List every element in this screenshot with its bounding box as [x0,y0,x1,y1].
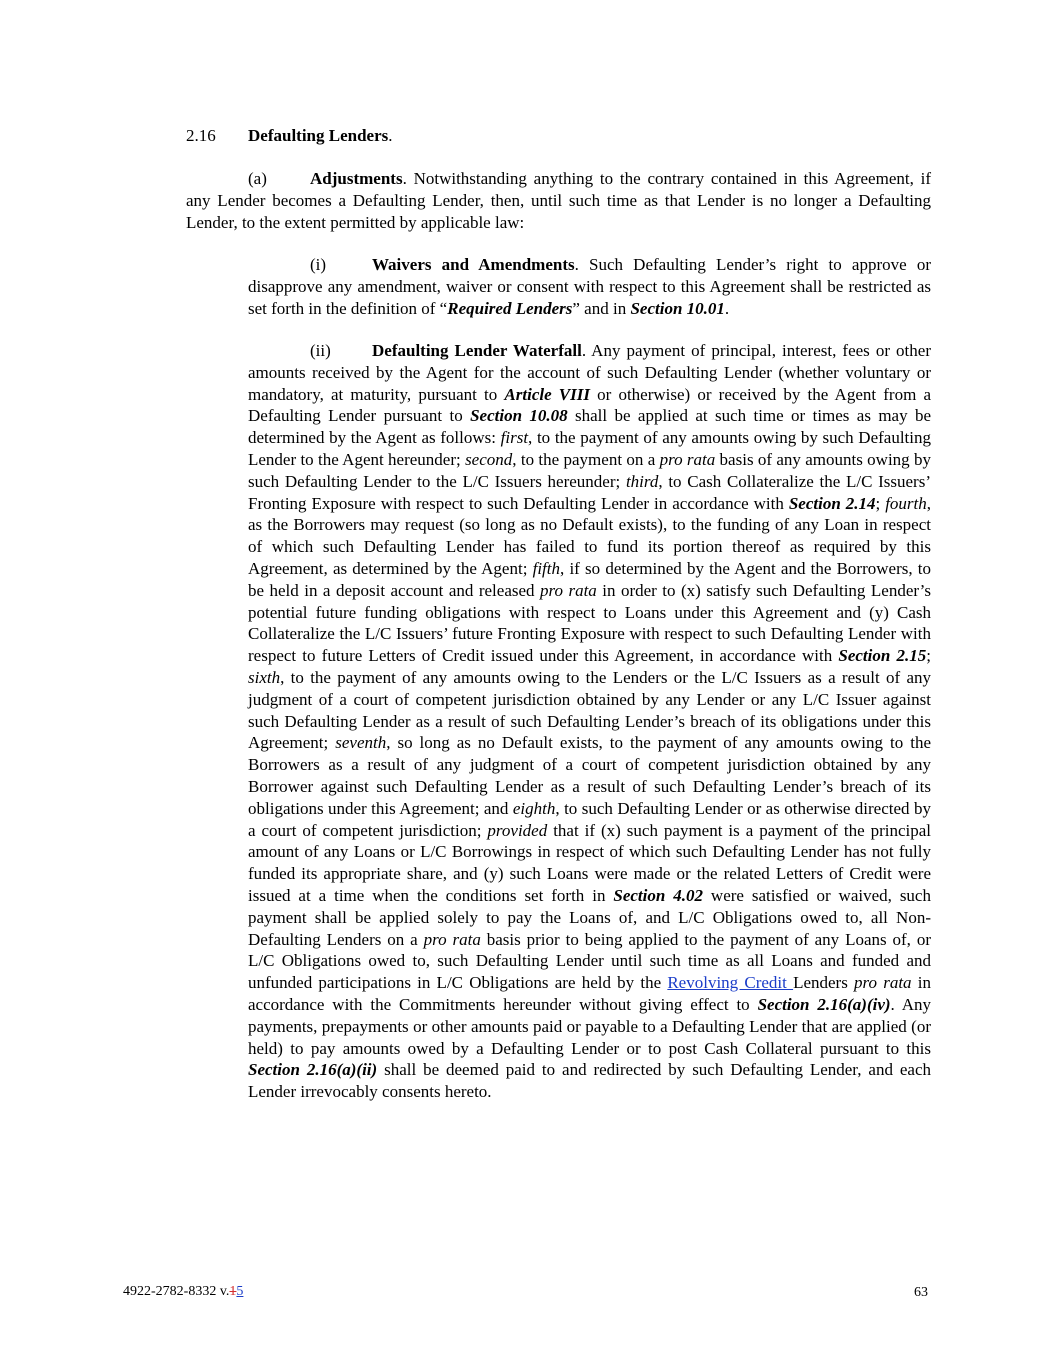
page-number: 63 [914,1285,928,1300]
paragraph-heading: Adjustments [310,169,403,188]
section-number: 2.16 [186,126,216,145]
paragraph-ii: (ii) Defaulting Lender Waterfall. Any payment of principal, interest, fees or other amounts received by the Agent for the account of such Defaulting Lender (whether voluntary or mandatory, at maturity, pursuant to Article VIII or otherwise) or received by the Agent from a Defaulting Lender pursuant to Section 10.08 shall be applied at such time or times as may be determined by the Agent as follows: first, to the payment of any amounts owing by such Defaulting Lender to the Agent hereunder; second, to the payment on a pro rata basis of any amounts owing by such Defaulting Lender to the L/C Issuers hereunder; third, to Cash Collateralize the L/C Issuers’ Fronting Exposure with respect to such Defaulting Lender in accordance with Section 2.14; fourth, as the Borrowers may request (so long as no Default exists), to the funding of any Loan in respect of which such Defaulting Lender has failed to fund its portion thereof as required by this Agreement, as determined by the Agent; fifth, if so determined by the Agent and the Borrowers, to be held in a deposit account and released pro rata in order to (x) satisfy such Defaulting Lender’s potential future funding obligations with respect to Loans under this Agreement and (y) Cash Collateralize the L/C Issuers’ future Fronting Exposure with respect to such Defaulting Lender with respect to future Letters of Credit issued under this Agreement, in accordance with Section 2.15; sixth, to the payment of any amounts owing to the Lenders or the L/C Issuers as a result of any judgment of a court of competent jurisdiction obtained by any Lender or any L/C Issuer against such Defaulting Lender as a result of such Defaulting Lender’s breach of its obligations under this Agreement; seventh, so long as no Default exists, to the payment of any amounts owing to the Borrowers as a result of any judgment of a court of competent jurisdiction obtained by any Borrower against such Defaulting Lender as a result of such Defaulting Lender’s breach of its obligations under this Agreement; and eighth, to such Defaulting Lender or as otherwise directed by a court of competent jurisdiction; provided that if (x) such payment is a payment of the principal amount of any Loans or L/C Borrowings in respect of which such Defaulting Lender has not fully funded its appropriate share, and (y) such Loans were made or the related Letters of Credit were issued at a time when the conditions set forth in Section 4.02 were satisfied or waived, such payment shall be applied solely to pay the Loans of, and L/C Obligations owed to, all Non-Defaulting Lenders on a pro rata basis prior to being applied to the payment of any Loans of, or L/C Obligations owed to, such Defaulting Lender until such time as all Loans and funded and unfunded participations in L/C Obligations are held by the Revolving Credit Lenders pro rata in accordance with the Commitments hereunder without giving effect to Section 2.16(a)(iv). Any payments, prepayments or other amounts paid or payable to a Defaulting Lender that are applied (or held) to pay amounts owed by a Defaulting Lender or to post Cash Collateral pursuant to this Section 2.16(a)(ii) shall be deemed paid to and redirected by such Defaulting Lender, and each Lender irrevocably consents hereto. [248,341,932,1102]
defined-term-ref: Required Lenders [447,298,573,318]
section-title: Defaulting Lenders [248,126,389,145]
section-ref: Article VIII [504,384,590,404]
paragraph-label: (ii) [310,341,331,360]
deleted-version: 1 [229,1284,237,1299]
section-ref: Section 2.16(a)(iv) [757,994,891,1014]
section-ref: Section 2.15 [838,646,927,666]
section-ref: Section 10.08 [470,406,568,426]
inserted-version: 5 [236,1284,244,1299]
paragraph-heading: Waivers and Amendments [372,255,575,274]
section-ref: Section 2.16(a)(ii) [248,1060,378,1080]
document-id-footer: 4922-2782-8332 v.15 [123,1284,244,1299]
revolving-credit-link[interactable]: Revolving Credit [667,973,794,993]
section-ref: Section 10.01 [630,298,725,318]
section-heading: 2.16 Defaulting Lenders. [186,126,393,145]
section-ref: Section 2.14 [788,493,876,513]
paragraph-i: (i) Waivers and Amendments. Such Defaulting Lender’s right to approve or disapprove any amendment, waiver or consent with respect to this Agreement shall be restricted as set forth in the definition of “Required Lenders” and in Section 10.01. [248,255,931,318]
paragraph-label: (a) [248,169,267,188]
section-ref: Section 4.02 [613,885,703,905]
paragraph-a: (a) Adjustments. Notwithstanding anything to the contrary contained in this Agreement, if any Lender becomes a Defaulting Lender, then, until such time as that Lender is no longer a Defaulting Lender, to the extent permitted by applicable law: [186,169,931,232]
paragraph-heading: Defaulting Lender Waterfall [372,341,582,360]
paragraph-label: (i) [310,255,327,274]
